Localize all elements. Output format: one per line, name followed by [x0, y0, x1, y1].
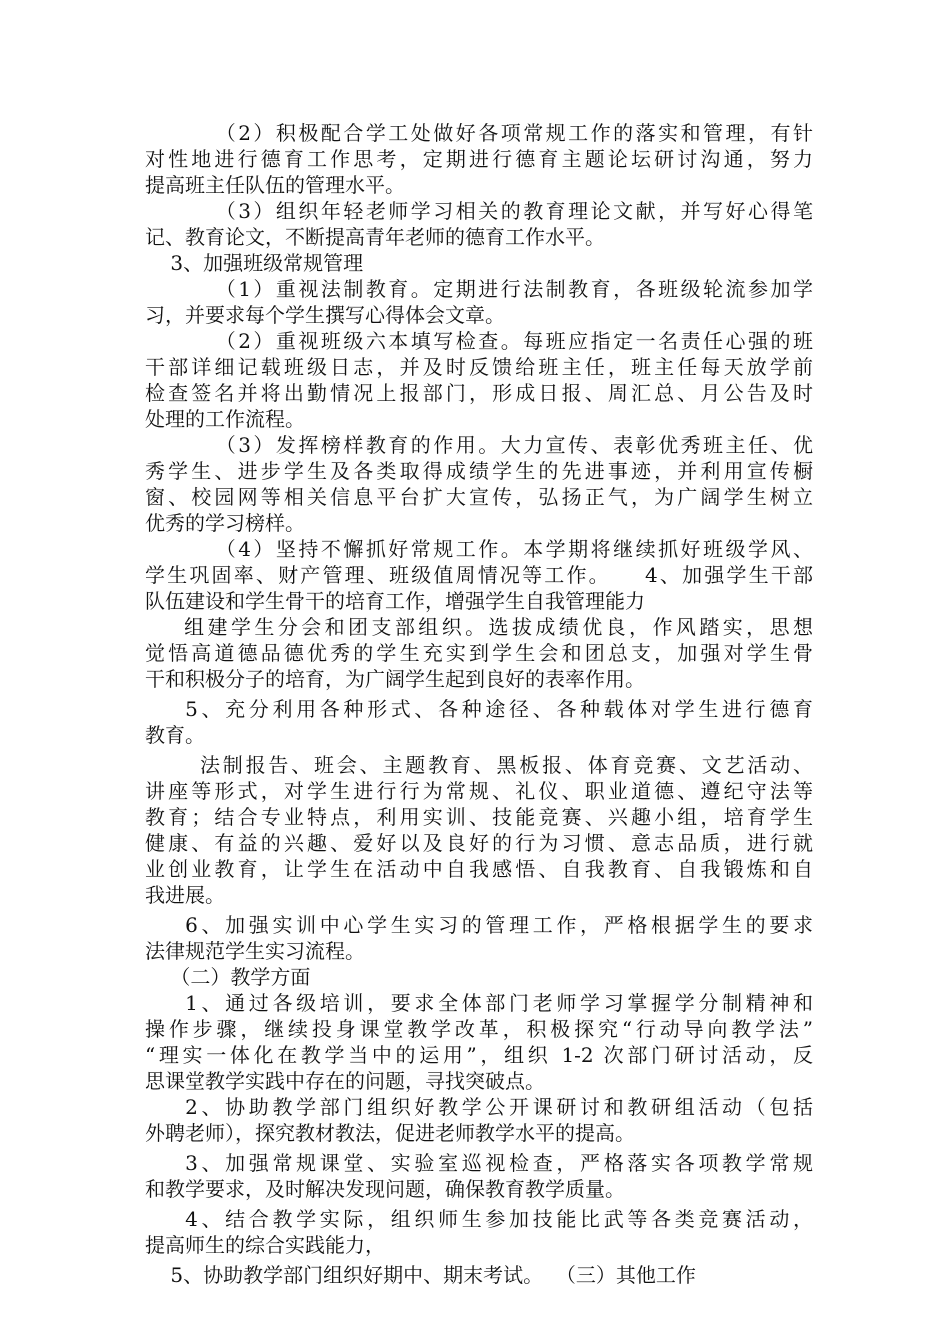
text-line: （2）积极配合学工处做好各项常规工作的落实和管理，有针 [145, 121, 813, 145]
text-line: （2）重视班级六本填写检查。每班应指定一名责任心强的班 [145, 329, 813, 353]
text-line: 检查签名并将出勤情况上报部门，形成日报、周汇总、月公告及时 [145, 381, 813, 405]
text-line: 干和积极分子的培育，为广阔学生起到良好的表率作用。 [145, 667, 645, 691]
text-line: （3）发挥榜样教育的作用。大力宣传、表彰优秀班主任、优 [145, 433, 813, 457]
text-line: 业创业教育，让学生在活动中自我感悟、自我教育、自我锻炼和自 [145, 857, 813, 881]
text-line: 操作步骤，继续投身课堂教学改革，积极探究“行动导向教学法” [145, 1017, 813, 1041]
text-line: 思课堂教学实践中存在的问题，寻找突破点。 [145, 1069, 545, 1093]
document-body [145, 120, 813, 1288]
text-line: 队伍建设和学生骨干的培育工作，增强学生自我管理能力 [145, 589, 645, 613]
text-line: 觉悟高道德品德优秀的学生充实到学生会和团总支，加强对学生骨 [145, 641, 813, 665]
text-line: 提高师生的综合实践能力， [145, 1233, 385, 1257]
text-line: 学生巩固率、财产管理、班级值周情况等工作。 4、加强学生干部 [145, 563, 813, 587]
text-line: 提高班主任队伍的管理水平。 [145, 173, 405, 197]
text-line: 法律规范学生实习流程。 [145, 939, 365, 963]
text-line: 对性地进行德育工作思考，定期进行德育主题论坛研讨沟通，努力 [145, 147, 813, 171]
text-line: 教育；结合专业特点，利用实训、技能竞赛、兴趣小组，培育学生 [145, 805, 813, 829]
text-line: 6、加强实训中心学生实习的管理工作，严格根据学生的要求 [145, 913, 813, 937]
text-line: 我进展。 [145, 883, 225, 907]
text-line: 讲座等形式，对学生进行行为常规、礼仪、职业道德、遵纪守法等 [145, 779, 813, 803]
text-line: （4）坚持不懈抓好常规工作。本学期将继续抓好班级学风、 [145, 537, 813, 561]
text-line: 干部详细记载班级日志，并及时反馈给班主任，班主任每天放学前 [145, 355, 813, 379]
text-line: 3、加强常规课堂、实验室巡视检查，严格落实各项教学常规 [145, 1151, 813, 1175]
text-line: 4、结合教学实际，组织师生参加技能比武等各类竞赛活动， [145, 1207, 813, 1231]
text-line: （1）重视法制教育。定期进行法制教育，各班级轮流参加学 [145, 277, 813, 301]
text-line: 3、加强班级常规管理 [145, 251, 364, 275]
text-line: 健康、有益的兴趣、爱好以及良好的行为习惯、意志品质，进行就 [145, 831, 813, 855]
text-line: 外聘老师），探究教材教法，促进老师教学水平的提高。 [145, 1121, 635, 1145]
text-line: “理实一体化在教学当中的运用”，组织 1-2 次部门研讨活动，反 [145, 1043, 813, 1067]
text-line: 优秀的学习榜样。 [145, 511, 305, 535]
text-line: 5、协助教学部门组织好期中、期末考试。 （三）其他工作 [145, 1263, 696, 1287]
text-line: 1、通过各级培训，要求全体部门老师学习掌握学分制精神和 [145, 991, 813, 1015]
text-line: 秀学生、进步学生及各类取得成绩学生的先进事迹，并利用宣传橱 [145, 459, 813, 483]
text-line: （3）组织年轻老师学习相关的教育理论文献，并写好心得笔 [145, 199, 813, 223]
text-line: 组建学生分会和团支部组织。选拔成绩优良，作风踏实，思想 [145, 615, 813, 639]
text-line: 习，并要求每个学生撰写心得体会文章。 [145, 303, 505, 327]
text-line: 和教学要求，及时解决发现问题，确保教育教学质量。 [145, 1177, 625, 1201]
text-line: 5、充分利用各种形式、各种途径、各种载体对学生进行德育 [145, 697, 813, 721]
text-line: 记、教育论文，不断提高青年老师的德育工作水平。 [145, 225, 605, 249]
text-line: （二）教学方面 [145, 965, 311, 989]
text-line: 法制报告、班会、主题教育、黑板报、体育竞赛、文艺活动、 [145, 753, 813, 777]
text-line: 教育。 [145, 723, 205, 747]
text-line: 处理的工作流程。 [145, 407, 305, 431]
text-line: 窗、校园网等相关信息平台扩大宣传，弘扬正气，为广阔学生树立 [145, 485, 813, 509]
text-line: 2、协助教学部门组织好教学公开课研讨和教研组活动（包括 [145, 1095, 813, 1119]
